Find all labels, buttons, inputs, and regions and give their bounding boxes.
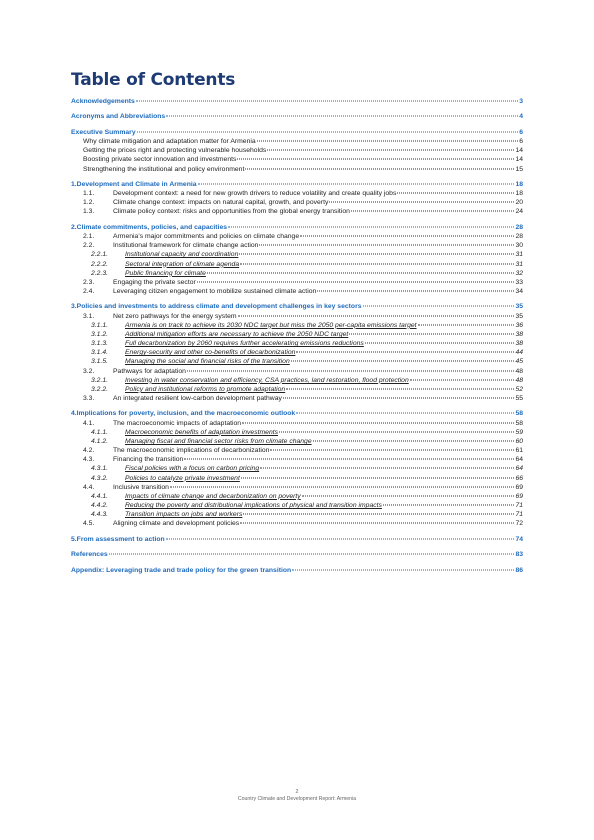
toc-entry-title[interactable]: Policies to catalyze private investment (125, 474, 240, 482)
toc-entry-page: 20 (515, 199, 523, 207)
toc-entry-title[interactable]: Development context: a need for new growth drivers to reduce volatility and create quality jobs (113, 190, 397, 198)
toc-entry-page: 52 (515, 385, 523, 393)
toc-entry-title[interactable]: Armenia’s major commitments and policies on climate change (113, 233, 300, 241)
toc-entry-page: 38 (515, 330, 523, 338)
toc-entry-title[interactable]: Acknowledgements (71, 98, 135, 105)
toc-entry[interactable] (71, 330, 523, 339)
dot-leader (270, 450, 514, 451)
toc-entry-title[interactable]: Financing the transition (113, 456, 184, 464)
toc-entry-title[interactable]: Energy-security and other co-benefits of decarbonization (125, 349, 296, 357)
toc-entry-page: 14 (515, 147, 523, 155)
toc-entry-page: 30 (515, 242, 523, 250)
toc-entry[interactable] (71, 128, 523, 137)
toc-entry-page: 32 (515, 269, 523, 277)
toc-entry[interactable] (71, 260, 523, 269)
toc-entry-title[interactable]: Net zero pathways for the energy system (113, 312, 237, 320)
footer-text: Country Climate and Development Report: Armenia (237, 796, 357, 802)
toc-entry-number: 3.1. (83, 312, 95, 320)
dot-leader (267, 150, 514, 151)
dot-leader (351, 211, 515, 212)
toc-entry-page: 44 (515, 349, 523, 357)
toc-entry-title[interactable]: Strengthening the institutional and policy environment (83, 165, 245, 173)
toc-entry-title[interactable]: Implications for poverty, inclusion, and the macroeconomic outlook (76, 410, 296, 418)
dot-leader (238, 315, 515, 316)
toc-entry-title[interactable]: Climate commitments, policies, and capacities (76, 223, 228, 231)
toc-entry[interactable] (71, 419, 523, 428)
toc-entry-number: 4.4.2. (91, 502, 109, 510)
toc-entry-page: 18 (515, 180, 523, 188)
toc-entry-number: 4.4.3. (91, 511, 109, 519)
toc-entry-page: 58 (515, 410, 523, 418)
toc-entry-number: 2.2. (83, 242, 95, 250)
toc-entry-title[interactable]: Acronyms and Abbreviations (71, 113, 166, 121)
toc-entry-page: 64 (515, 465, 523, 473)
toc-entry-page: 35 (515, 303, 523, 311)
dot-leader (279, 431, 514, 432)
toc-entry-title[interactable]: References (71, 551, 108, 559)
toc-entry-title[interactable]: Public financing for climate (125, 269, 206, 277)
toc-entry-title[interactable]: Armenia is on track to achieve its 2030 NDC target but miss the 2050 per-capita emissions target (125, 321, 417, 329)
dot-leader (292, 569, 514, 570)
dot-leader (410, 379, 515, 380)
toc-entry-page: 34 (515, 288, 523, 295)
toc-entry[interactable] (71, 232, 523, 241)
dot-leader (329, 202, 514, 203)
toc-entry-number: 4.4.1. (91, 492, 109, 500)
toc-entry[interactable] (71, 446, 523, 455)
toc-entry-page: 36 (515, 321, 523, 329)
toc-entry-number: 1.1. (83, 190, 95, 198)
toc-entry[interactable] (71, 269, 523, 278)
dot-leader (349, 333, 514, 334)
toc-entry-number: 3.2.1. (91, 376, 109, 384)
table-of-contents (71, 97, 523, 575)
toc-entry-page: 31 (515, 260, 523, 268)
toc-entry-title[interactable]: Development and Climate in Armenia (76, 180, 197, 188)
toc-entry-title[interactable]: Getting the prices right and protecting vulnerable households (83, 147, 267, 155)
dot-leader (137, 131, 519, 132)
toc-entry-title[interactable]: An integrated resilient low-carbon development pathway (113, 395, 282, 403)
dot-leader (136, 101, 518, 102)
toc-entry[interactable] (71, 223, 523, 232)
toc-entry-page: 60 (515, 437, 523, 445)
toc-entry[interactable] (71, 483, 523, 492)
toc-entry[interactable] (71, 385, 523, 394)
toc-entry-number: 1. (71, 180, 77, 188)
toc-entry-title[interactable]: Impacts of climate change and decarbonization on poverty (125, 492, 301, 500)
toc-entry-title[interactable]: Why climate mitigation and adaptation matter for Armenia (83, 138, 256, 146)
toc-entry[interactable] (71, 189, 523, 198)
toc-entry[interactable] (71, 287, 523, 296)
toc-entry-title[interactable]: Managing the social and financial risks of the transition (125, 358, 290, 366)
toc-entry-page: 55 (515, 395, 523, 403)
dot-leader (259, 245, 514, 246)
toc-entry-number: 2.2.2. (91, 260, 109, 268)
toc-entry-number: 3. (71, 303, 77, 311)
toc-entry-title[interactable]: Fiscal policies with a focus on carbon pricing (125, 465, 260, 473)
toc-entry[interactable] (71, 376, 523, 385)
toc-entry-page: 24 (515, 208, 523, 216)
toc-entry-page: 28 (515, 223, 523, 231)
toc-entry-page: 18 (515, 190, 523, 198)
toc-entry-page: 45 (515, 358, 523, 366)
toc-entry[interactable] (71, 312, 523, 321)
dot-leader (242, 422, 514, 423)
toc-entry-title[interactable]: Managing fiscal and financial sector risks from climate change (125, 437, 312, 445)
toc-entry[interactable] (71, 339, 523, 348)
toc-entry[interactable] (71, 437, 523, 446)
toc-entry-page: 28 (515, 233, 523, 241)
dot-leader (166, 538, 515, 539)
toc-entry[interactable] (71, 464, 523, 473)
toc-entry-number: 3.2. (83, 367, 95, 375)
toc-entry-title[interactable]: Sectoral integration of climate agenda (125, 260, 240, 268)
dot-leader (283, 398, 515, 399)
toc-entry-number: 1.2. (83, 199, 95, 207)
toc-entry-number: 3.3. (83, 395, 95, 403)
dot-leader (313, 440, 515, 441)
toc-entry-title[interactable]: Full decarbonization by 2060 requires further accelerating emissions reductions (125, 340, 364, 348)
dot-leader (170, 486, 515, 487)
toc-entry-title[interactable]: Macroeconomic benefits of adaptation investments (125, 428, 279, 436)
toc-entry[interactable] (71, 409, 523, 418)
toc-entry-page: 61 (515, 447, 523, 455)
toc-entry[interactable] (71, 348, 523, 357)
dot-leader (418, 324, 515, 325)
dot-leader (198, 183, 515, 184)
toc-entry[interactable] (71, 97, 523, 106)
toc-entry-number: 3.1.5. (91, 358, 109, 366)
toc-entry[interactable] (71, 566, 523, 575)
toc-entry[interactable] (71, 501, 523, 510)
toc-entry-number: 3.1.3. (91, 340, 109, 348)
toc-entry-title[interactable]: Appendix: Leveraging trade and trade policy for the green transition (71, 566, 292, 574)
toc-entry-number: 3.1.4. (91, 349, 109, 357)
toc-entry-page: 71 (515, 502, 523, 510)
toc-entry-number: 4.1. (83, 419, 95, 427)
toc-entry-number: 2.4. (83, 288, 95, 295)
toc-entry-title[interactable]: Aligning climate and development policies (113, 520, 240, 528)
toc-entry-number: 4.4. (83, 483, 95, 491)
dot-leader (363, 306, 515, 307)
dot-leader (286, 388, 514, 389)
toc-entry-page: 69 (515, 492, 523, 500)
toc-entry[interactable] (71, 198, 523, 207)
toc-entry-number: 3.1.1. (91, 321, 109, 329)
toc-entry[interactable] (71, 394, 523, 403)
toc-entry[interactable] (71, 180, 523, 189)
toc-entry[interactable] (71, 535, 523, 544)
toc-entry[interactable] (71, 492, 523, 501)
toc-entry-title[interactable]: Leveraging citizen engagement to mobilize sustained climate action (113, 288, 317, 295)
toc-entry[interactable] (71, 278, 523, 287)
toc-entry[interactable] (71, 137, 523, 146)
toc-entry-page: 33 (515, 278, 523, 286)
toc-entry-title[interactable]: Transition impacts on jobs and workers (125, 511, 243, 519)
toc-entry-number: 4.1.2. (91, 437, 109, 445)
toc-entry[interactable] (71, 302, 523, 311)
dot-leader (237, 159, 514, 160)
toc-entry-title[interactable]: From assessment to action (76, 535, 165, 543)
toc-entry-number: 4.2. (83, 447, 95, 455)
toc-entry-page: 71 (515, 511, 523, 519)
toc-entry-number: 4. (71, 410, 77, 418)
dot-leader (291, 361, 515, 362)
toc-entry-page: 59 (515, 428, 523, 436)
toc-entry-title[interactable]: Inclusive transition (113, 483, 169, 491)
toc-entry[interactable] (71, 510, 523, 519)
toc-entry-number: 4.5. (83, 520, 95, 528)
toc-entry-page: 48 (515, 367, 523, 375)
toc-entry-title[interactable]: Executive Summary (71, 128, 136, 136)
dot-leader (109, 554, 515, 555)
toc-entry-page: 48 (515, 376, 523, 384)
toc-entry-title[interactable]: Reducing the poverty and distributional implications of physical and transition impacts (125, 502, 382, 510)
dot-leader (260, 468, 514, 469)
toc-entry-number: 2. (71, 223, 77, 231)
toc-entry-page: 31 (515, 251, 523, 259)
toc-entry[interactable] (71, 321, 523, 330)
toc-entry[interactable] (71, 241, 523, 250)
toc-entry[interactable] (71, 165, 523, 174)
toc-entry-page: 66 (515, 474, 523, 482)
toc-entry-number: 4.3.1. (91, 465, 109, 473)
toc-entry-title[interactable]: Engaging the private sector (113, 278, 196, 286)
toc-entry[interactable] (71, 428, 523, 437)
toc-entry[interactable] (71, 250, 523, 259)
dot-leader (317, 291, 514, 292)
dot-leader (197, 281, 515, 282)
dot-leader (257, 141, 519, 142)
toc-entry-title[interactable]: Climate change context: impacts on natural capital, growth, and poverty (113, 199, 329, 207)
toc-entry-number: 2.1. (83, 233, 95, 241)
dot-leader (365, 343, 515, 344)
toc-entry[interactable] (71, 112, 523, 121)
toc-entry-number: 2.2.3. (91, 269, 109, 277)
toc-entry[interactable] (71, 155, 523, 164)
dot-leader (243, 514, 514, 515)
toc-entry-page: 6 (519, 128, 523, 136)
toc-entry-number: 3.1.2. (91, 330, 109, 338)
toc-entry[interactable] (71, 207, 523, 216)
page-title: Table of Contents (71, 70, 236, 90)
dot-leader (397, 193, 514, 194)
dot-leader (187, 370, 515, 371)
toc-entry[interactable] (71, 550, 523, 559)
toc-entry-number: 4.3.2. (91, 474, 109, 482)
toc-entry-title[interactable]: Policy and institutional reforms to promote adaptation (125, 385, 286, 393)
toc-entry-title[interactable]: Policies and investments to address climate and development challenges in key sectors (76, 303, 362, 311)
dot-leader (296, 413, 514, 414)
toc-entry-title[interactable]: The macroeconomic implications of decarbonization (113, 447, 270, 455)
toc-entry[interactable] (71, 146, 523, 155)
toc-entry-page: 86 (515, 566, 523, 574)
toc-entry-number: 5. (71, 535, 77, 543)
toc-entry-number: 4.1.1. (91, 428, 109, 436)
footer-page-number: 2 (295, 789, 299, 795)
dot-leader (166, 116, 518, 117)
dot-leader (241, 477, 515, 478)
dot-leader (240, 523, 514, 524)
toc-entry-number: 2.3. (83, 278, 95, 286)
dot-leader (207, 272, 515, 273)
toc-entry-number: 2.2.1. (91, 251, 109, 259)
toc-entry-page: 15 (515, 165, 523, 173)
toc-entry-page: 6 (519, 138, 523, 146)
toc-entry-page: 4 (519, 113, 523, 121)
toc-entry-title[interactable]: Climate policy context: risks and opportunities from the global energy transition (113, 208, 350, 216)
toc-entry-page: 72 (515, 520, 523, 528)
toc-entry[interactable] (71, 357, 523, 366)
dot-leader (240, 263, 514, 264)
toc-entry[interactable] (71, 455, 523, 464)
toc-entry-page: 35 (515, 312, 523, 320)
dot-leader (296, 352, 514, 353)
toc-entry-title[interactable]: Boosting private sector innovation and investments (83, 156, 237, 164)
dot-leader (245, 168, 514, 169)
toc-entry-title[interactable]: Investing in water conservation and efficiency, CSA practices, land restoration, flood protection (125, 376, 409, 384)
toc-entry[interactable] (71, 519, 523, 528)
toc-entry-page: 58 (515, 419, 523, 427)
toc-entry[interactable] (71, 367, 523, 376)
toc-entry-title[interactable]: Additional mitigation efforts are necessary to achieve the 2050 NDC target (125, 330, 349, 338)
toc-entry[interactable] (71, 474, 523, 483)
toc-entry-page: 38 (515, 340, 523, 348)
dot-leader (302, 495, 515, 496)
toc-entry-title[interactable]: Institutional framework for climate change action (113, 242, 259, 250)
toc-entry-page: 83 (515, 551, 523, 559)
dot-leader (184, 459, 514, 460)
dot-leader (239, 254, 514, 255)
dot-leader (300, 236, 514, 237)
dot-leader (383, 505, 515, 506)
toc-entry-title[interactable]: Institutional capacity and coordination (125, 251, 239, 259)
toc-entry-page: 69 (515, 483, 523, 491)
toc-entry-title[interactable]: The macroeconomic impacts of adaptation (113, 419, 242, 427)
toc-entry-number: 1.3. (83, 208, 95, 216)
toc-entry-page: 3 (519, 98, 523, 105)
toc-entry-page: 74 (515, 535, 523, 543)
toc-entry-number: 4.3. (83, 456, 95, 464)
toc-entry-title[interactable]: Pathways for adaptation (113, 367, 186, 375)
toc-entry-page: 14 (515, 156, 523, 164)
toc-entry-page: 64 (515, 456, 523, 464)
toc-entry-number: 3.2.2. (91, 385, 109, 393)
dot-leader (228, 226, 514, 227)
